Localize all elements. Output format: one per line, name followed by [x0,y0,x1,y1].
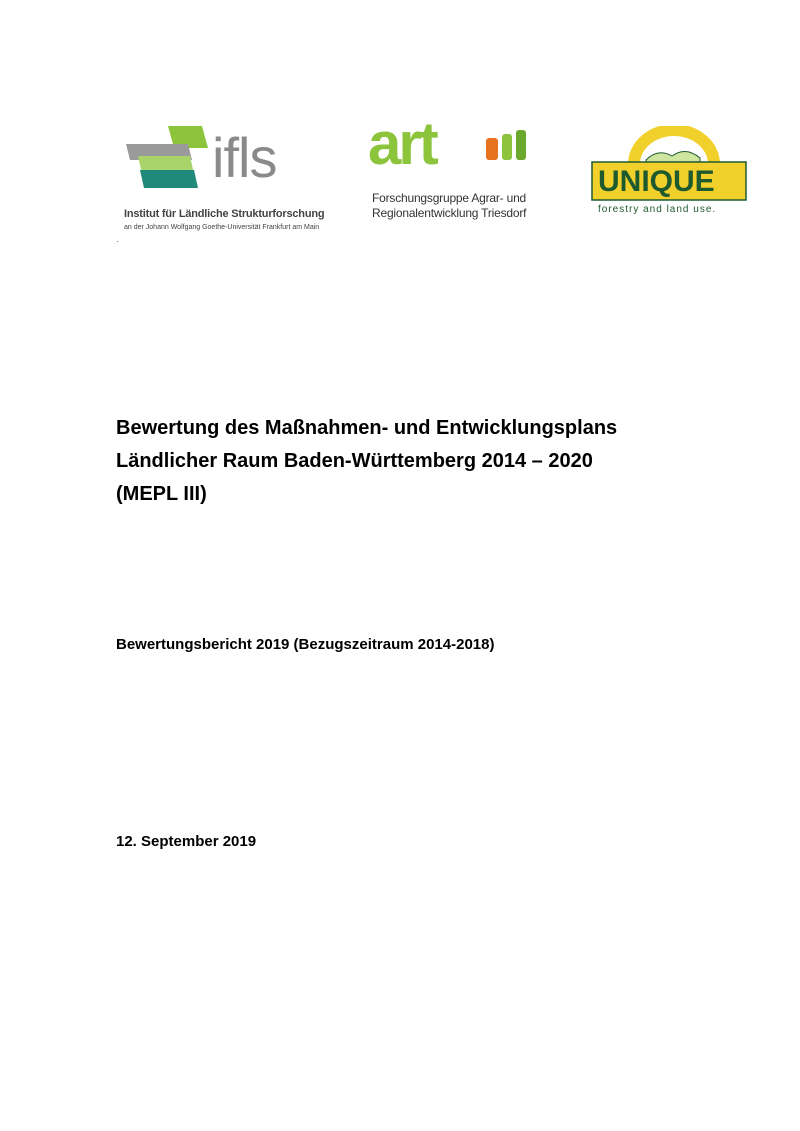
ifls-caption-line1: Institut für Ländliche Strukturforschung [124,208,325,220]
document-title [116,412,736,511]
art-bars-graphic [486,130,536,160]
art-bar-orange [486,138,498,160]
ifls-caption-line2: an der Johann Wolfgang Goethe-Universität Frankfurt am Main [124,224,320,231]
title-line-1: Bewertung des Maßnahmen- und Entwicklungsplans [116,417,618,439]
art-caption-line2: Regionalentwicklung Triesdorf [372,206,527,220]
ifls-mark: · [116,237,119,246]
document-subtitle: Bewertungsbericht 2019 (Bezugszeitraum 2014-2018) [116,636,495,653]
ifls-wordmark: ifls [212,126,277,189]
art-bar-green-1 [502,134,512,160]
unique-logo [588,126,748,222]
art-bar-green-2 [516,130,526,160]
ifls-layer-teal [140,170,198,188]
unique-wordmark: UNIQUE [598,165,715,198]
art-caption-line1: Forschungsgruppe Agrar- und [372,191,527,205]
title-line-3: (MEPL III) [116,483,207,505]
document-date: 12. September 2019 [116,833,257,850]
unique-tagline: forestry and land use. [598,204,717,215]
ifls-logo [118,126,330,244]
art-wordmark: art [368,110,436,177]
art-logo [368,110,538,228]
ifls-layers-graphic [118,126,218,206]
title-line-2: Ländlicher Raum Baden-Württemberg 2014 – 2020 [116,450,593,472]
